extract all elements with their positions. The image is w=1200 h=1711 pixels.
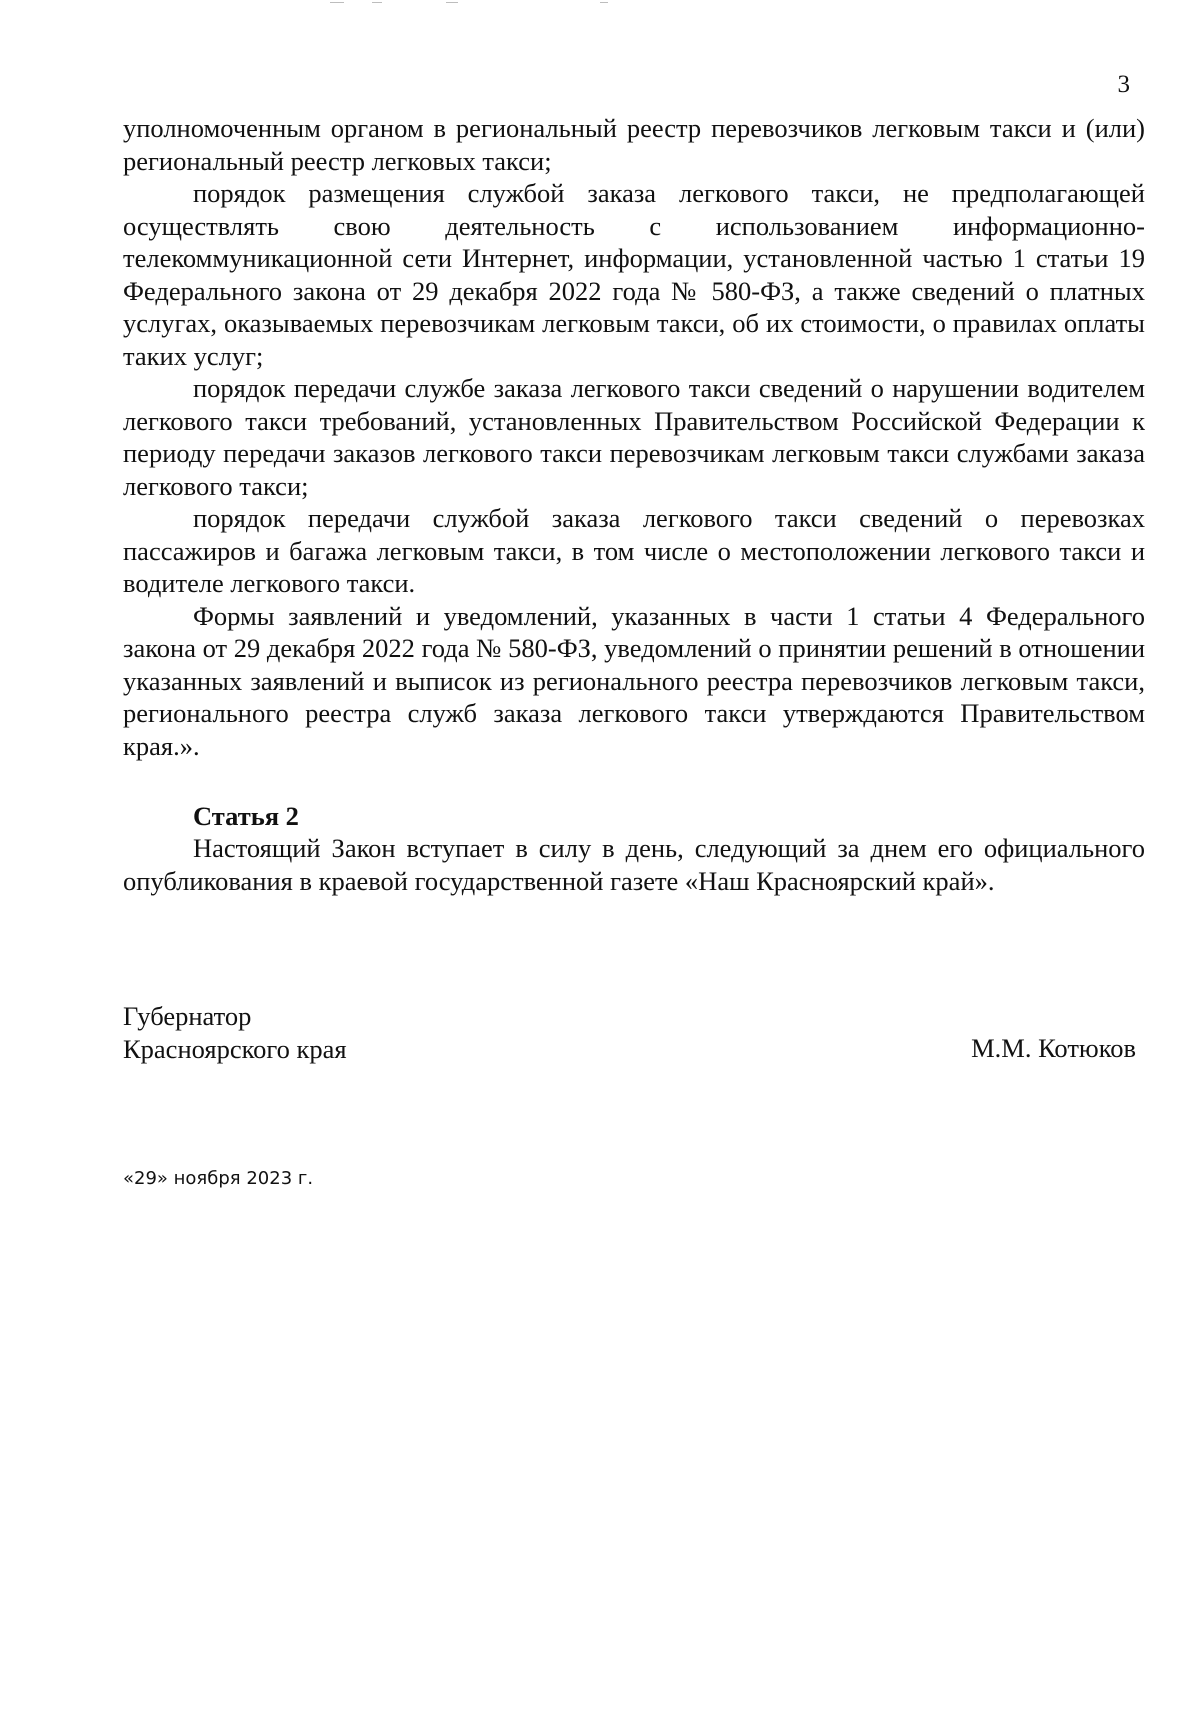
signatory-title-line: Губернатор [123,1001,252,1031]
signatory-title [123,1000,347,1066]
amendment-text [123,112,1145,762]
signatory-name: М.М. Котюков [971,1033,1136,1063]
signatory-title-line: Красноярского края [123,1034,347,1064]
scan-artifact [330,2,344,3]
signing-date: «29» ноября 2023 г. [123,1168,314,1189]
scan-artifact [446,2,458,3]
paragraph: порядок размещения службой заказа легкового такси, не предполагающей осуществлять свою деятельность с использованием информационно-телекоммуникационной сети Интернет, информации, установленной частью 1 статьи 19 Федерального закона от 29 декабря 2022 года № 580-ФЗ, а также сведений о платных услугах, оказываемых перевозчикам легковым такси, об их стоимости, о правилах оплаты таких услуг; [123,178,1145,371]
paragraph: уполномоченным органом в региональный реестр перевозчиков легковым такси и (или) региональный реестр легковых такси; [123,113,1145,176]
article-body [123,832,1145,897]
page-number: 3 [1117,71,1130,98]
paragraph: порядок передачи службе заказа легкового такси сведений о нарушении водителем легкового такси требований, установленных Правительством Российской Федерации к периоду передачи заказов легкового такси перевозчикам легковым такси службами заказа легкового такси; [123,373,1145,501]
article-heading: Статья 2 [193,801,299,831]
paragraph: порядок передачи службой заказа легкового такси сведений о перевозках пассажиров и багажа легковым такси, в том числе о местоположении легкового такси и водителе легкового такси. [123,503,1145,598]
paragraph: Настоящий Закон вступает в силу в день, следующий за днем его официального опубликования в краевой государственной газете «Наш Красноярский край». [123,833,1145,896]
paragraph: Формы заявлений и уведомлений, указанных в части 1 статьи 4 Федерального закона от 29 декабря 2022 года № 580-ФЗ, уведомлений о принятии решений в отношении указанных заявлений и выписок из регионального реестра перевозчиков легковым такси, регионального реестра служб заказа легкового такси утверждаются Правительством края.». [123,600,1145,761]
scan-artifact [372,2,382,3]
scan-artifact [600,2,608,3]
